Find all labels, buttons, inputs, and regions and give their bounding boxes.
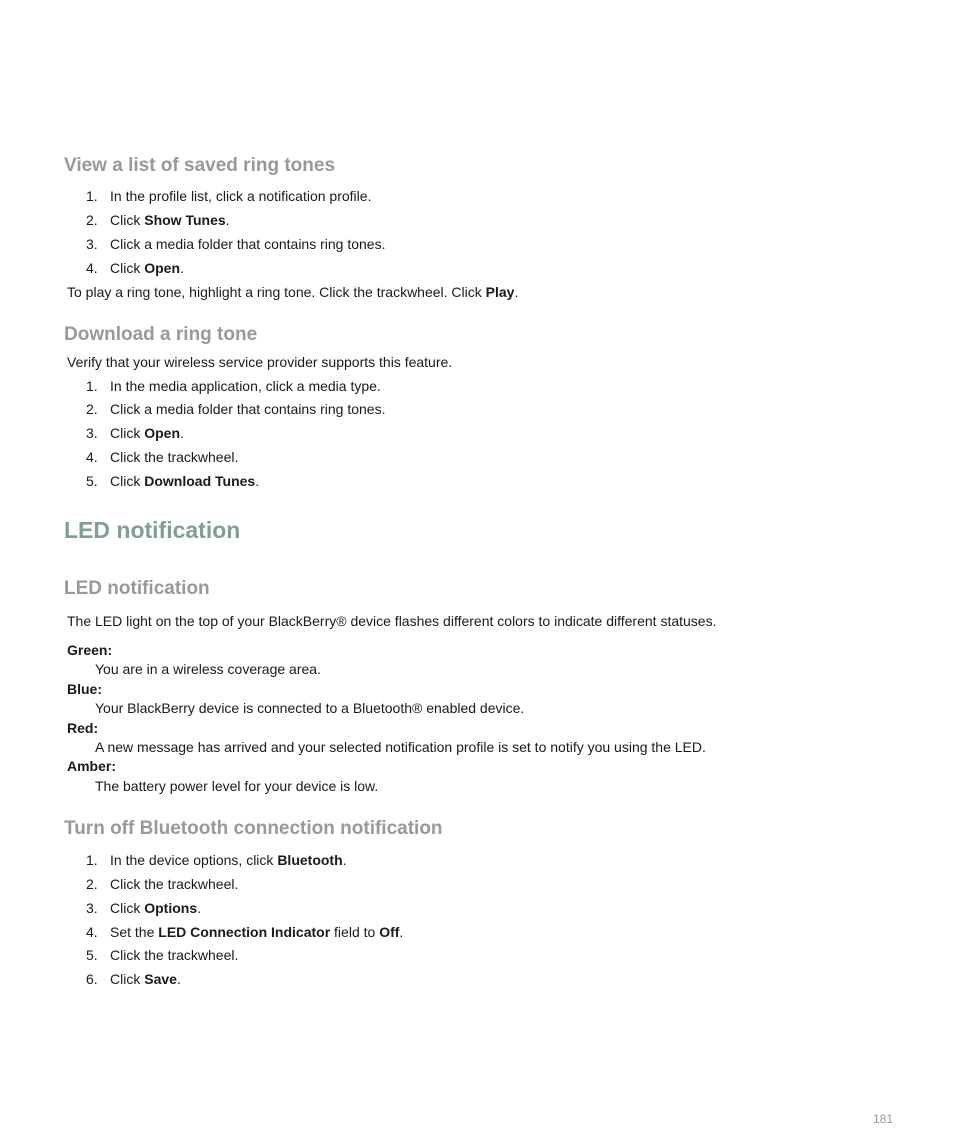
play-ring-tone-note: To play a ring tone, highlight a ring tone. Click the trackwheel. Click Play.: [67, 284, 519, 300]
list-item: 3. Click Options.: [86, 900, 202, 916]
definition-description: The battery power level for your device is low.: [95, 778, 379, 794]
definition-term: Green:: [67, 642, 113, 658]
section-heading-download-ring-tone: Download a ring tone: [64, 324, 258, 345]
section-intro: The LED light on the top of your BlackBerry® device flashes different colors to indicate different statuses.: [67, 613, 717, 629]
list-item: 2. Click a media folder that contains ring tones.: [86, 401, 386, 417]
list-item: 6. Click Save.: [86, 971, 181, 987]
definition-term: Red:: [67, 720, 99, 736]
list-item: 1. In the profile list, click a notification profile.: [86, 188, 372, 204]
list-item: 2. Click the trackwheel.: [86, 876, 239, 892]
chapter-title: LED notification: [64, 517, 241, 543]
list-item: 3. Click a media folder that contains ring tones.: [86, 236, 386, 252]
list-item: 5. Click Download Tunes.: [86, 473, 260, 489]
section-heading-turn-off-bluetooth-notification: Turn off Bluetooth connection notification: [64, 818, 443, 839]
section-heading-view-saved-ring-tones: View a list of saved ring tones: [64, 155, 336, 176]
definition-term: Amber:: [67, 758, 117, 774]
definition-description: You are in a wireless coverage area.: [95, 661, 321, 677]
list-item: 4. Click the trackwheel.: [86, 449, 239, 465]
definition-description: Your BlackBerry device is connected to a Bluetooth® enabled device.: [95, 700, 525, 716]
section-intro: Verify that your wireless service provider supports this feature.: [67, 354, 453, 370]
list-item: 4. Click Open.: [86, 260, 184, 276]
list-item: 3. Click Open.: [86, 425, 184, 441]
page-number: 181: [873, 1112, 894, 1126]
definition-term: Blue:: [67, 681, 102, 697]
list-item: 2. Click Show Tunes.: [86, 212, 230, 228]
list-item: 1. In the media application, click a media type.: [86, 378, 381, 394]
list-item: 5. Click the trackwheel.: [86, 947, 239, 963]
section-heading-led-notification: LED notification: [64, 578, 210, 599]
list-item: 4. Set the LED Connection Indicator field to Off.: [86, 924, 404, 940]
list-item: 1. In the device options, click Bluetooth.: [86, 852, 347, 868]
definition-description: A new message has arrived and your selected notification profile is set to notify you using the LED.: [95, 739, 706, 755]
